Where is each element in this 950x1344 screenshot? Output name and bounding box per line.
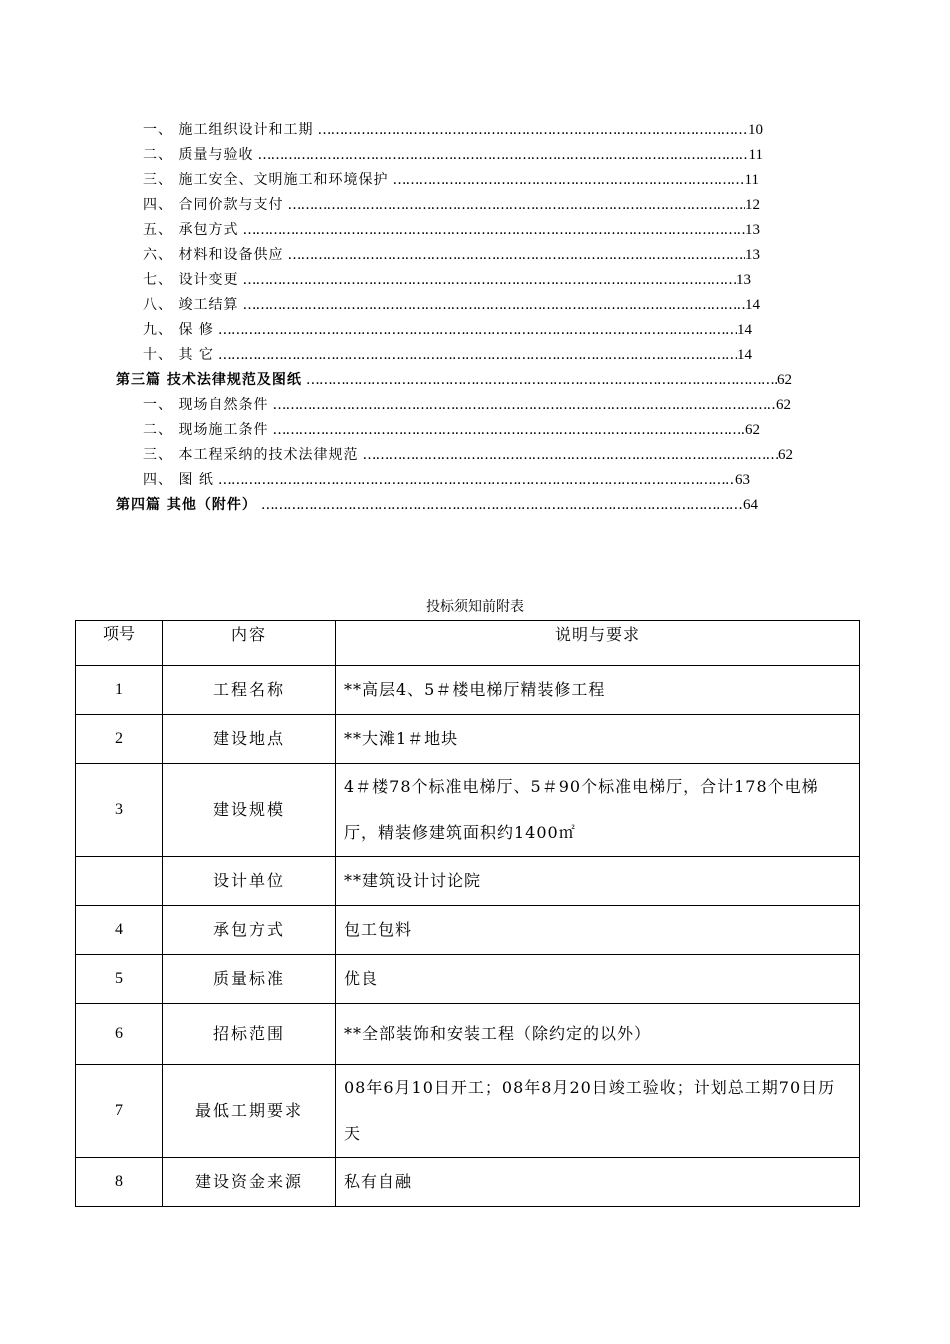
row-item: 招标范围 bbox=[163, 1004, 336, 1065]
toc-entry-label: 第四篇 其他（附件） bbox=[116, 497, 257, 513]
toc-entry bbox=[143, 218, 760, 242]
header-item: 内容 bbox=[163, 621, 336, 666]
row-desc: 08年6月10日开工；08年8月20日竣工验收；计划总工期70日历天 bbox=[336, 1065, 860, 1158]
toc-entry-label: 四、 合同价款与支付 bbox=[143, 197, 284, 213]
row-num: 3 bbox=[76, 764, 163, 857]
toc-entry-page: 12 bbox=[745, 197, 760, 213]
table-row bbox=[76, 906, 860, 955]
table-row bbox=[76, 715, 860, 764]
toc-entry-label: 四、 图 纸 bbox=[143, 472, 214, 488]
row-num: 2 bbox=[76, 715, 163, 764]
toc-entry-label: 一、 现场自然条件 bbox=[143, 397, 269, 413]
row-item: 建设资金来源 bbox=[163, 1158, 336, 1207]
toc-entry-page: 13 bbox=[745, 222, 760, 238]
row-desc: 优良 bbox=[336, 955, 860, 1004]
toc-entry bbox=[143, 268, 751, 292]
header-num: 项号 bbox=[76, 621, 163, 666]
toc-part-heading bbox=[116, 493, 758, 517]
toc-entry-label: 七、 设计变更 bbox=[143, 272, 239, 288]
toc-entry-page: 14 bbox=[745, 297, 760, 313]
toc-entry bbox=[143, 468, 750, 492]
toc-entry-page: 11 bbox=[748, 147, 763, 163]
toc-leader-dots bbox=[214, 468, 735, 492]
toc-entry bbox=[143, 293, 760, 317]
row-num: 6 bbox=[76, 1004, 163, 1065]
table-row bbox=[76, 1065, 860, 1158]
row-item: 建设地点 bbox=[163, 715, 336, 764]
toc-leader-dots bbox=[388, 168, 744, 192]
table-header-row bbox=[76, 621, 860, 666]
toc-entry-page: 13 bbox=[745, 247, 760, 263]
toc-entry-label: 十、 其 它 bbox=[143, 347, 214, 363]
toc-leader-dots bbox=[358, 443, 778, 467]
row-desc: 包工包料 bbox=[336, 906, 860, 955]
toc-entry-label: 第三篇 技术法律规范及图纸 bbox=[116, 372, 302, 388]
toc-entry-page: 64 bbox=[743, 497, 758, 513]
toc-entry-label: 一、 施工组织设计和工期 bbox=[143, 122, 314, 138]
toc-entry bbox=[143, 168, 759, 192]
toc-leader-dots bbox=[283, 243, 745, 267]
toc-entry-label: 五、 承包方式 bbox=[143, 222, 239, 238]
row-desc: 私有自融 bbox=[336, 1158, 860, 1207]
row-desc: **大滩1＃地块 bbox=[336, 715, 860, 764]
toc-entry-label: 六、 材料和设备供应 bbox=[143, 247, 284, 263]
toc-leader-dots bbox=[257, 493, 743, 517]
row-num: 5 bbox=[76, 955, 163, 1004]
toc-leader-dots bbox=[313, 118, 748, 142]
toc-entry-page: 14 bbox=[737, 322, 752, 338]
row-item: 工程名称 bbox=[163, 666, 336, 715]
toc-entry bbox=[143, 343, 752, 367]
toc-part-heading bbox=[116, 368, 792, 392]
row-item: 质量标准 bbox=[163, 955, 336, 1004]
row-num: 8 bbox=[76, 1158, 163, 1207]
toc-entry-label: 二、 质量与验收 bbox=[143, 147, 254, 163]
row-desc: **全部装饰和安装工程（除约定的以外） bbox=[336, 1004, 860, 1065]
bid-instructions-table bbox=[75, 620, 860, 1207]
toc-entry-page: 62 bbox=[745, 422, 760, 438]
toc-entry-page: 62 bbox=[777, 372, 792, 388]
row-desc: 4＃楼78个标准电梯厅、5＃90个标准电梯厅，合计178个电梯厅，精装修建筑面积约1400㎡ bbox=[336, 764, 860, 857]
toc-entry-label: 三、 本工程采纳的技术法律规范 bbox=[143, 447, 359, 463]
row-desc: **建筑设计讨论院 bbox=[336, 857, 860, 906]
toc-entry-label: 九、 保 修 bbox=[143, 322, 214, 338]
toc-entry-label: 三、 施工安全、文明施工和环境保护 bbox=[143, 172, 389, 188]
table-row bbox=[76, 1158, 860, 1207]
toc-entry-label: 八、 竣工结算 bbox=[143, 297, 239, 313]
row-desc: **高层4、5＃楼电梯厅精装修工程 bbox=[336, 666, 860, 715]
toc-entry-page: 62 bbox=[778, 447, 793, 463]
toc-leader-dots bbox=[268, 418, 745, 442]
toc-entry bbox=[143, 143, 763, 167]
table-row bbox=[76, 857, 860, 906]
toc-leader-dots bbox=[214, 343, 737, 367]
toc-leader-dots bbox=[253, 143, 748, 167]
table-row bbox=[76, 764, 860, 857]
row-item: 建设规模 bbox=[163, 764, 336, 857]
toc-leader-dots bbox=[283, 193, 745, 217]
header-desc: 说明与要求 bbox=[336, 621, 860, 666]
table-row bbox=[76, 955, 860, 1004]
table-row bbox=[76, 666, 860, 715]
toc-leader-dots bbox=[214, 318, 737, 342]
row-num: 7 bbox=[76, 1065, 163, 1158]
toc-entry-page: 62 bbox=[776, 397, 791, 413]
toc-entry bbox=[143, 418, 760, 442]
toc-entry-page: 13 bbox=[736, 272, 751, 288]
toc-leader-dots bbox=[238, 218, 745, 242]
toc-entry-page: 14 bbox=[737, 347, 752, 363]
toc-entry bbox=[143, 193, 760, 217]
toc-entry-page: 10 bbox=[748, 122, 763, 138]
row-num bbox=[76, 857, 163, 906]
toc-entry bbox=[143, 393, 791, 417]
toc-leader-dots bbox=[268, 393, 776, 417]
toc-entry-page: 11 bbox=[744, 172, 759, 188]
row-item: 最低工期要求 bbox=[163, 1065, 336, 1158]
toc-entry-label: 二、 现场施工条件 bbox=[143, 422, 269, 438]
toc-entry bbox=[143, 318, 752, 342]
table-row bbox=[76, 1004, 860, 1065]
row-item: 承包方式 bbox=[163, 906, 336, 955]
toc-leader-dots bbox=[238, 293, 745, 317]
toc-entry bbox=[143, 118, 763, 142]
row-num: 1 bbox=[76, 666, 163, 715]
toc-leader-dots bbox=[238, 268, 736, 292]
toc-entry bbox=[143, 443, 793, 467]
toc-leader-dots bbox=[302, 368, 777, 392]
table-caption: 投标须知前附表 bbox=[426, 600, 524, 615]
row-item: 设计单位 bbox=[163, 857, 336, 906]
toc-entry-page: 63 bbox=[735, 472, 750, 488]
toc-entry bbox=[143, 243, 760, 267]
row-num: 4 bbox=[76, 906, 163, 955]
